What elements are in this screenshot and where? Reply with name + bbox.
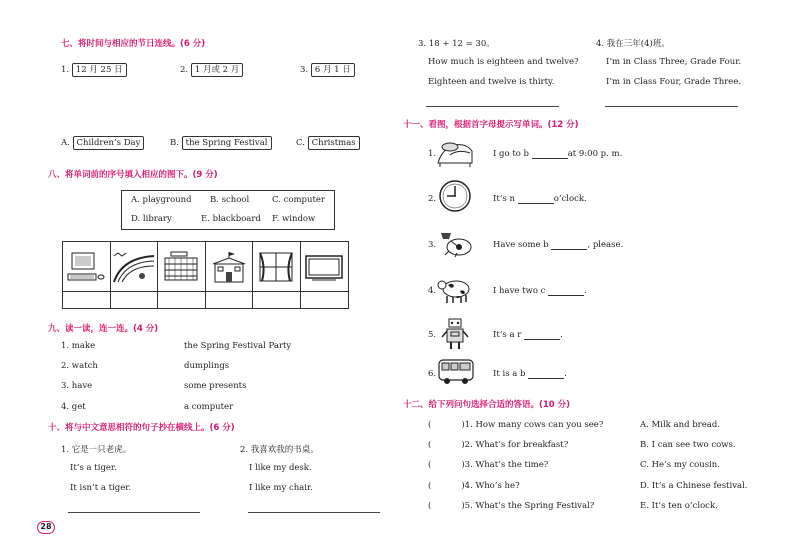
sentence-q4-a: I’m in Class Three, Grade Four. — [606, 57, 742, 67]
answer-cell[interactable] — [253, 292, 301, 309]
answer-option-d: D. It’s a Chinese festival. — [640, 481, 748, 491]
date-item-3: 3. 6 月 1 日 — [300, 63, 355, 75]
match-right-2: dumplings — [184, 361, 230, 371]
picture-item-6-num: 6. — [428, 369, 437, 379]
date-box: 1 月或 2 月 — [191, 63, 243, 77]
cow-icon — [436, 271, 474, 307]
sentence-q1-b: It isn’t a tiger. — [70, 483, 132, 493]
window-picture — [253, 242, 301, 292]
question-row-2: ( )2. What’s for breakfast? — [428, 440, 569, 450]
answer-option-b: B. I can see two cows. — [640, 440, 736, 450]
date-item-1: 1. 12 月 25 日 — [61, 63, 127, 75]
sentence-q4: 4. 我在三年(4)班。 — [596, 39, 670, 49]
match-right-4: a computer — [184, 402, 234, 412]
answer-option-a: A. Milk and bread. — [640, 420, 720, 430]
page-number: 28 — [37, 521, 55, 534]
picture-item-2-num: 2. — [428, 194, 437, 204]
sentence-q1-a: It’s a tiger. — [70, 463, 117, 473]
match-left-1: 1. make — [61, 341, 96, 351]
festival-item-c: C. Christmas — [296, 138, 360, 148]
fill-blank[interactable] — [518, 203, 554, 204]
question-row-1: ( )1. How many cows can you see? — [428, 420, 604, 430]
date-box: 12 月 25 日 — [72, 63, 127, 77]
sentence-q2-b: I like my chair. — [249, 483, 313, 493]
fill-item-5: It’s a r . — [493, 330, 563, 340]
section-10-title: 十、将与中文意思相符的句子抄在横线上。(6 分) — [48, 423, 235, 433]
bed-icon — [436, 136, 474, 170]
sentence-q2: 2. 我喜欢我的书桌。 — [240, 445, 319, 455]
sentence-q2-a: I like my desk. — [249, 463, 312, 473]
fill-item-2: It’s n o’clock. — [493, 194, 587, 204]
picture-grid — [62, 241, 349, 309]
answer-option-e: E. It’s ten o’clock. — [640, 501, 718, 511]
answer-cell[interactable] — [63, 292, 111, 309]
festival-box: Christmas — [308, 136, 360, 150]
fill-blank[interactable] — [548, 295, 584, 296]
festival-box: the Spring Festival — [182, 136, 272, 150]
answer-cell[interactable] — [111, 292, 159, 309]
match-right-1: the Spring Festival Party — [184, 341, 292, 351]
word-options-box — [121, 190, 335, 230]
fill-blank[interactable] — [551, 249, 587, 250]
fill-item-1: I go to b at 9:00 p. m. — [493, 149, 623, 159]
sentence-q1: 1. 它是一只老虎。 — [61, 445, 132, 455]
answer-line-3[interactable] — [426, 106, 559, 107]
match-left-2: 2. watch — [61, 361, 98, 371]
match-left-3: 3. have — [61, 381, 93, 391]
festival-item-a: A. Children’s Day — [61, 138, 144, 148]
picture-item-4-num: 4. — [428, 286, 437, 296]
section-11-title: 十一、看图，根据首字母提示写单词。(12 分) — [403, 120, 579, 130]
sentence-q3-a: How much is eighteen and twelve? — [428, 57, 579, 67]
school-picture — [206, 242, 254, 292]
computer-picture — [63, 242, 111, 292]
answer-line-2[interactable] — [248, 512, 380, 513]
fill-blank[interactable] — [524, 339, 560, 340]
sentence-q4-b: I’m in Class Four, Grade Three. — [606, 77, 742, 87]
section-7-title: 七、将时间与相应的节日连线。(6 分) — [61, 39, 206, 49]
festival-item-b: B. the Spring Festival — [170, 138, 272, 148]
clock-icon — [436, 178, 474, 214]
picture-item-3-num: 3. — [428, 240, 437, 250]
sentence-q3-b: Eighteen and twelve is thirty. — [428, 77, 555, 87]
fill-item-6: It is a b . — [493, 369, 567, 379]
picture-item-5-num: 5. — [428, 330, 437, 340]
option-a: A. playground — [131, 195, 192, 205]
blackboard-picture — [301, 242, 349, 292]
playground-picture — [111, 242, 159, 292]
option-c: C. computer — [272, 195, 325, 205]
section-9-title: 九、读一读，连一连。(4 分) — [48, 324, 159, 334]
bus-icon — [436, 355, 476, 387]
date-box: 6 月 1 日 — [311, 63, 355, 77]
date-item-2: 2. 1 月或 2 月 — [180, 63, 243, 75]
fill-blank[interactable] — [528, 378, 564, 379]
festival-box: Children’s Day — [73, 136, 145, 150]
fill-blank[interactable] — [532, 158, 568, 159]
match-left-4: 4. get — [61, 402, 86, 412]
question-row-4: ( )4. Who’s he? — [428, 481, 520, 491]
section-12-title: 十二、给下列问句选择合适的答语。(10 分) — [403, 400, 571, 410]
beef-icon — [436, 226, 474, 260]
answer-cell[interactable] — [301, 292, 349, 309]
robot-icon — [436, 316, 474, 352]
question-row-5: ( )5. What’s the Spring Festival? — [428, 501, 595, 511]
match-right-3: some presents — [184, 381, 247, 391]
section-8-title: 八、将单词前的序号填入相应的图下。(9 分) — [48, 170, 218, 180]
picture-item-1-num: 1. — [428, 149, 437, 159]
answer-cell[interactable] — [158, 292, 206, 309]
library-picture — [158, 242, 206, 292]
answer-line-4[interactable] — [605, 106, 738, 107]
answer-cell[interactable] — [206, 292, 254, 309]
option-b: B. school — [210, 195, 250, 205]
option-f: F. window — [272, 214, 316, 224]
answer-option-c: C. He’s my cousin. — [640, 460, 720, 470]
option-d: D. library — [131, 214, 172, 224]
option-e: E. blackboard — [201, 214, 261, 224]
question-row-3: ( )3. What’s the time? — [428, 460, 549, 470]
fill-item-3: Have some b , please. — [493, 240, 624, 250]
sentence-q3: 3. 18 + 12 = 30。 — [418, 39, 495, 49]
fill-item-4: I have two c . — [493, 286, 587, 296]
answer-line-1[interactable] — [68, 512, 200, 513]
